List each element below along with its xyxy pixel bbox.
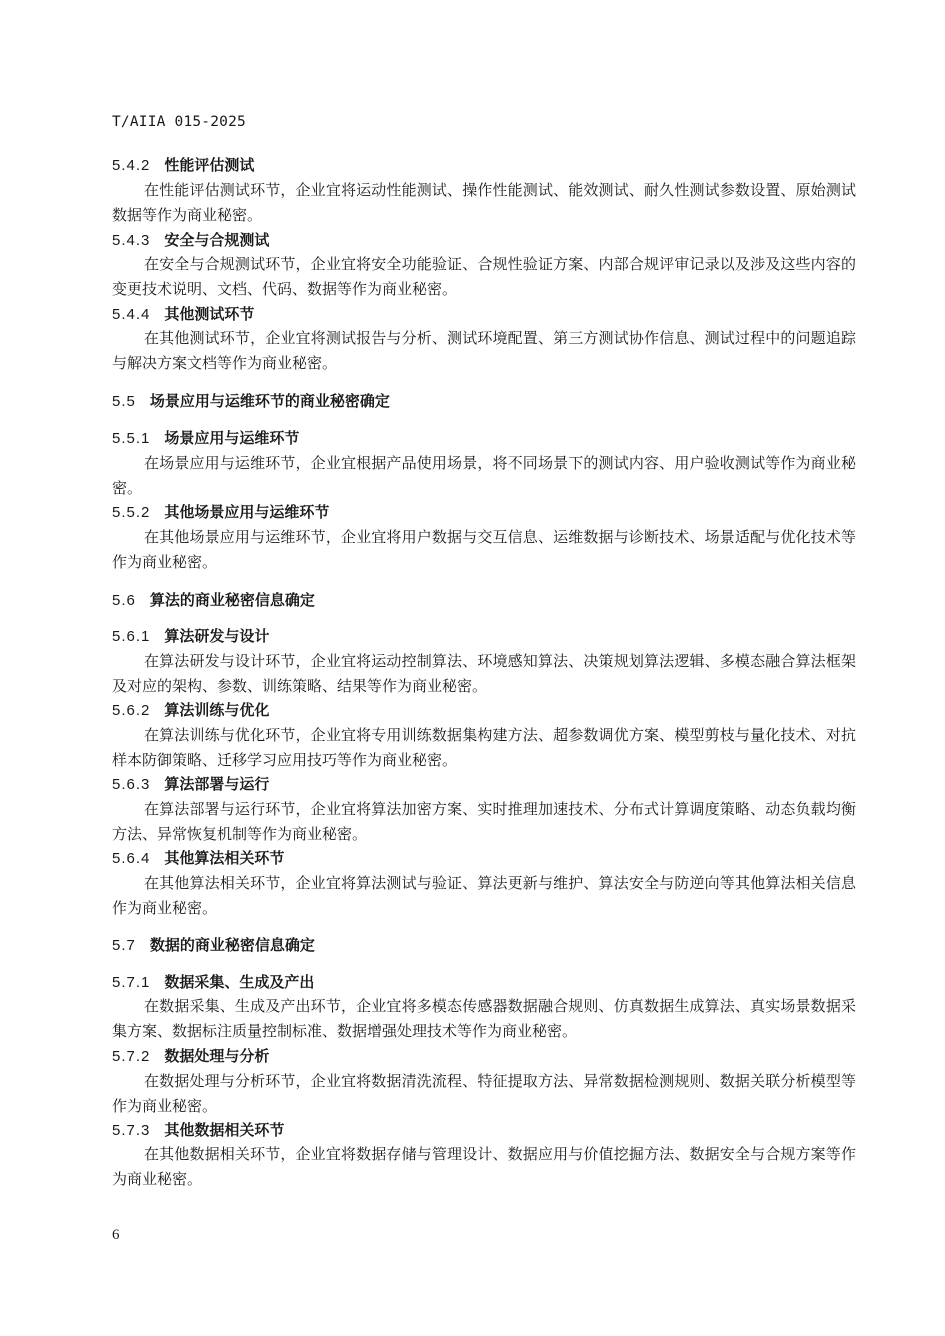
section-number: 5.6.1 [112,628,151,645]
section-body-5-5-2: 在其他场景应用与运维环节，企业宜将用户数据与交互信息、运维数据与诊断技术、场景适配与优化技术等作为商业秘密。 [112,528,856,571]
section-number: 5.7.3 [112,1122,151,1139]
section-heading-5-6-1 [112,624,269,648]
section-title: 安全与合规测试 [164,231,270,249]
section-title: 场景应用与运维环节的商业秘密确定 [149,392,390,410]
section-heading-5-4-3 [112,228,269,252]
section-number: 5.6.2 [112,702,151,719]
section-number: 5.4.4 [112,306,151,323]
section-title: 其他数据相关环节 [164,1121,285,1139]
section-number: 5.7.1 [112,974,151,991]
section-heading-5-4-4 [112,302,254,326]
section-body-5-6-3: 在算法部署与运行环节，企业宜将算法加密方案、实时推理加速技术、分布式计算调度策略、动态负载均衡方法、异常恢复机制等作为商业秘密。 [112,800,856,843]
section-number: 5.7.2 [112,1048,151,1065]
section-body-5-7-3: 在其他数据相关环节，企业宜将数据存储与管理设计、数据应用与价值挖掘方法、数据安全与合规方案等作为商业秘密。 [112,1145,856,1188]
section-body-5-7-2: 在数据处理与分析环节，企业宜将数据清洗流程、特征提取方法、异常数据检测规则、数据关联分析模型等作为商业秘密。 [112,1072,856,1115]
section-heading-5-6 [112,588,315,612]
section-body-5-4-3: 在安全与合规测试环节，企业宜将安全功能验证、合规性验证方案、内部合规评审记录以及涉及这些内容的变更技术说明、文档、代码、数据等作为商业秘密。 [112,255,856,298]
section-heading-5-6-2 [112,698,269,722]
section-heading-5-4-2 [112,153,254,177]
section-heading-5-5-2 [112,500,329,524]
section-title: 数据处理与分析 [164,1047,270,1065]
section-heading-5-7-2 [112,1044,269,1068]
section-title: 算法训练与优化 [164,701,270,719]
page-number: 6 [112,1227,120,1243]
section-body-5-6-4: 在其他算法相关环节，企业宜将算法测试与验证、算法更新与维护、算法安全与防逆向等其他算法相关信息作为商业秘密。 [112,874,856,917]
section-heading-5-5-1 [112,426,299,450]
section-heading-5-7-3 [112,1118,284,1142]
section-title: 算法的商业秘密信息确定 [149,591,315,609]
section-number: 5.6 [112,592,136,609]
section-body-5-5-1: 在场景应用与运维环节，企业宜根据产品使用场景，将不同场景下的测试内容、用户验收测试等作为商业秘密。 [112,454,856,497]
section-number: 5.5 [112,393,136,410]
section-heading-5-7 [112,933,315,957]
section-number: 5.5.2 [112,504,151,521]
section-heading-5-6-3 [112,772,269,796]
section-body-5-7-1: 在数据采集、生成及产出环节，企业宜将多模态传感器数据融合规则、仿真数据生成算法、真实场景数据采集方案、数据标注质量控制标准、数据增强处理技术等作为商业秘密。 [112,997,856,1040]
section-heading-5-6-4 [112,846,284,870]
section-title: 场景应用与运维环节 [164,429,300,447]
section-number: 5.4.3 [112,232,151,249]
section-title: 算法研发与设计 [164,627,270,645]
section-title: 算法部署与运行 [164,775,270,793]
section-body-5-6-1: 在算法研发与设计环节，企业宜将运动控制算法、环境感知算法、决策规划算法逻辑、多模态融合算法框架及对应的架构、参数、训练策略、结果等作为商业秘密。 [112,652,856,695]
section-number: 5.6.3 [112,776,151,793]
section-number: 5.7 [112,937,136,954]
section-title: 数据的商业秘密信息确定 [149,936,315,954]
section-number: 5.5.1 [112,430,151,447]
section-heading-5-5 [112,389,390,413]
section-title: 其他测试环节 [164,305,255,323]
section-body-5-4-4: 在其他测试环节，企业宜将测试报告与分析、测试环境配置、第三方测试协作信息、测试过程中的问题追踪与解决方案文档等作为商业秘密。 [112,329,856,372]
section-title: 其他算法相关环节 [164,849,285,867]
section-number: 5.6.4 [112,850,151,867]
section-title: 性能评估测试 [164,156,255,174]
section-heading-5-7-1 [112,970,314,994]
section-body-5-4-2: 在性能评估测试环节，企业宜将运动性能测试、操作性能测试、能效测试、耐久性测试参数设置、原始测试数据等作为商业秘密。 [112,181,856,224]
standard-code-header: T/AIIA 015-2025 [112,114,246,130]
section-body-5-6-2: 在算法训练与优化环节，企业宜将专用训练数据集构建方法、超参数调优方案、模型剪枝与量化技术、对抗样本防御策略、迁移学习应用技巧等作为商业秘密。 [112,726,856,769]
section-number: 5.4.2 [112,157,151,174]
section-title: 数据采集、生成及产出 [164,973,315,991]
section-title: 其他场景应用与运维环节 [164,503,330,521]
